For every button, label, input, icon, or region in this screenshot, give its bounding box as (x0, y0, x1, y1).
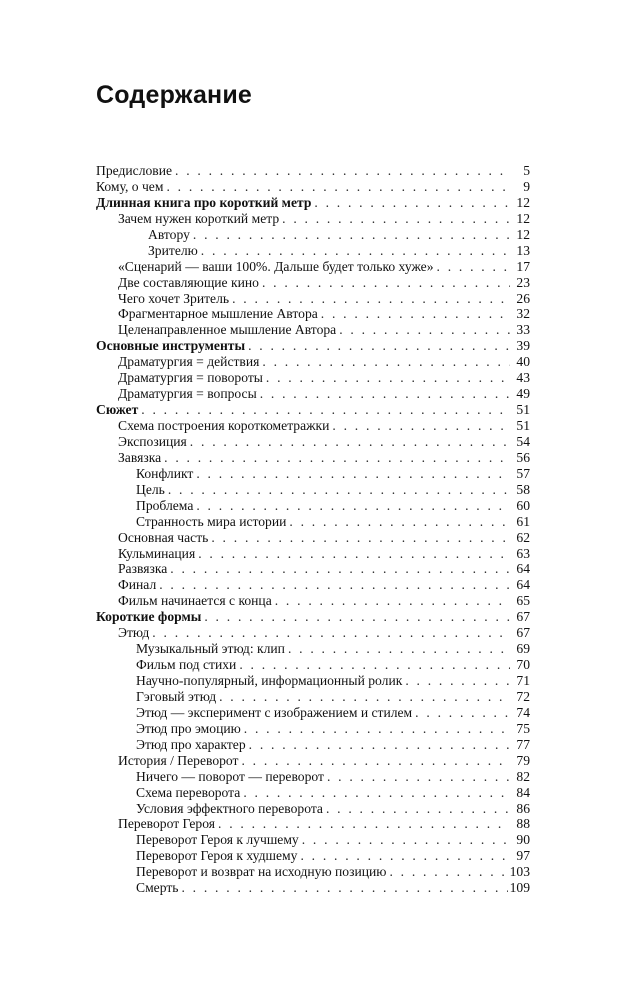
toc-entry (96, 737, 530, 753)
toc-entry (96, 259, 530, 275)
toc-entry-label: Чего хочет Зритель (118, 290, 230, 306)
toc-entry-page-number: 12 (516, 226, 530, 242)
toc-entry (96, 689, 530, 705)
toc-entry-page-number: 17 (516, 258, 530, 274)
toc-dot-leader (262, 354, 510, 370)
toc-entry (96, 705, 530, 721)
toc-dot-leader (332, 418, 510, 434)
toc-entry-page-number: 33 (516, 322, 530, 338)
toc-entry-label: Кульминация (118, 545, 196, 561)
toc-entry (96, 322, 530, 338)
toc-dot-leader (262, 275, 510, 291)
toc-entry (96, 561, 530, 577)
toc-dot-leader (232, 291, 510, 307)
toc-entry (96, 291, 530, 307)
toc-entry-page-number: 79 (516, 752, 530, 768)
toc-entry (96, 816, 530, 832)
toc-entry (96, 386, 530, 402)
toc-dot-leader (389, 864, 507, 880)
toc-entry-label: Кому, о чем (96, 178, 164, 194)
toc-dot-leader (218, 816, 510, 832)
toc-entry (96, 338, 530, 354)
toc-entry-label: Целенаправленное мышление Автора (118, 322, 337, 338)
toc-entry-label: Научно-популярный, информационный ролик (136, 673, 403, 688)
toc-entry (96, 450, 530, 466)
toc-entry-label: Этюд про характер (136, 736, 246, 752)
toc-entry-label: Конфликт (136, 465, 194, 481)
toc-dot-leader (164, 450, 510, 466)
toc-entry-page-number: 12 (516, 194, 530, 210)
toc-entry-label: Странность мира истории (136, 513, 287, 529)
toc-dot-leader (198, 546, 510, 562)
toc-entry-page-number: 26 (516, 290, 530, 306)
toc-dot-leader (170, 561, 510, 577)
toc-entry-label: Гэговый этюд (136, 688, 217, 704)
toc-dot-leader (327, 769, 510, 785)
toc-entry (96, 370, 530, 386)
toc-entry-label: Развязка (118, 561, 168, 577)
toc-entry (96, 721, 530, 737)
toc-dot-leader (339, 322, 510, 338)
toc-entry-label: Условия эффектного переворота (136, 800, 323, 816)
toc-entry (96, 577, 530, 593)
toc-entry-page-number: 51 (516, 418, 530, 433)
toc-dot-leader (204, 609, 510, 625)
toc-entry-page-number: 58 (516, 481, 530, 497)
toc-entry-label: Драматургия = действия (118, 354, 260, 370)
toc-entry-page-number: 43 (516, 370, 530, 386)
toc-dot-leader (282, 211, 510, 227)
toc-dot-leader (241, 753, 510, 769)
toc-entry-page-number: 13 (516, 242, 530, 258)
toc-entry-page-number: 63 (516, 545, 530, 561)
toc-entry-page-number: 32 (516, 306, 530, 322)
toc-dot-leader (201, 243, 510, 259)
toc-entry (96, 418, 530, 434)
toc-entry (96, 625, 530, 641)
toc-entry-page-number: 74 (516, 704, 530, 720)
toc-entry-label: Схема переворота (136, 784, 241, 800)
toc-entry (96, 514, 530, 530)
toc-entry-page-number: 109 (509, 880, 530, 896)
toc-entry-page-number: 5 (523, 163, 530, 178)
toc-entry-page-number: 67 (516, 609, 530, 625)
toc-dot-leader (314, 195, 510, 211)
toc-entry (96, 275, 530, 291)
table-of-contents (96, 163, 530, 896)
toc-entry (96, 434, 530, 450)
toc-entry (96, 466, 530, 482)
toc-entry-page-number: 72 (516, 688, 530, 704)
toc-entry (96, 609, 530, 625)
toc-entry-label: Основные инструменты (96, 338, 246, 354)
toc-entry-page-number: 57 (516, 465, 530, 481)
toc-entry-label: Экспозиция (118, 433, 187, 449)
toc-dot-leader (326, 801, 510, 817)
toc-dot-leader (437, 259, 511, 275)
toc-dot-leader (141, 402, 510, 418)
toc-dot-leader (275, 593, 510, 609)
toc-entry-page-number: 69 (516, 641, 530, 657)
toc-entry (96, 657, 530, 673)
toc-entry-page-number: 9 (523, 178, 530, 194)
toc-entry (96, 530, 530, 546)
toc-dot-leader (175, 163, 510, 179)
toc-entry-page-number: 77 (516, 736, 530, 752)
toc-entry-page-number: 88 (516, 816, 530, 832)
toc-entry-label: Финал (118, 577, 157, 593)
toc-entry-label: Предисловие (96, 163, 173, 178)
toc-entry-page-number: 40 (516, 354, 530, 370)
toc-dot-leader (321, 306, 510, 322)
toc-entry (96, 785, 530, 801)
toc-entry-label: Схема построения короткометражки (118, 418, 330, 433)
toc-dot-leader (248, 338, 510, 354)
toc-entry-page-number: 75 (516, 720, 530, 736)
toc-entry-label: Переворот Героя к лучшему (136, 832, 299, 848)
toc-entry-page-number: 62 (516, 529, 530, 545)
toc-entry (96, 593, 530, 609)
toc-entry-label: История / Переворот (118, 752, 239, 768)
toc-entry-label: Основная часть (118, 529, 209, 545)
toc-entry (96, 482, 530, 498)
toc-entry-page-number: 23 (516, 274, 530, 290)
toc-dot-leader (196, 466, 510, 482)
toc-entry-page-number: 51 (516, 402, 530, 418)
toc-entry-page-number: 61 (516, 513, 530, 529)
toc-entry (96, 848, 530, 864)
toc-dot-leader (166, 179, 510, 195)
toc-entry-label: Переворот Героя (118, 816, 216, 832)
toc-entry-label: Зрителю (148, 242, 198, 258)
toc-dot-leader (288, 641, 510, 657)
toc-entry-label: Цель (136, 481, 165, 497)
toc-entry-page-number: 64 (516, 561, 530, 577)
toc-dot-leader (190, 434, 510, 450)
toc-dot-leader (159, 577, 510, 593)
toc-entry (96, 753, 530, 769)
toc-dot-leader (243, 785, 510, 801)
toc-entry (96, 769, 530, 785)
toc-dot-leader (211, 530, 510, 546)
toc-dot-leader (181, 880, 507, 896)
toc-entry (96, 195, 530, 211)
toc-entry (96, 306, 530, 322)
toc-entry-label: Этюд — эксперимент с изображением и стилем (136, 704, 413, 720)
toc-entry-page-number: 49 (516, 386, 530, 402)
toc-entry-page-number: 103 (509, 864, 530, 880)
toc-dot-leader (219, 689, 510, 705)
toc-entry-page-number: 90 (516, 832, 530, 848)
toc-entry-label: Длинная книга про короткий метр (96, 194, 312, 210)
toc-entry-page-number: 71 (516, 673, 530, 688)
toc-entry-label: Сюжет (96, 402, 139, 418)
toc-entry (96, 354, 530, 370)
toc-entry (96, 179, 530, 195)
toc-entry-label: Проблема (136, 497, 194, 513)
toc-entry (96, 227, 530, 243)
toc-entry-page-number: 86 (516, 800, 530, 816)
toc-dot-leader (193, 227, 510, 243)
toc-entry-label: Фрагментарное мышление Автора (118, 306, 318, 322)
toc-dot-leader (300, 848, 510, 864)
toc-entry-label: Этюд про эмоцию (136, 720, 241, 736)
toc-entry (96, 832, 530, 848)
toc-entry-page-number: 97 (516, 848, 530, 864)
toc-entry-label: Завязка (118, 449, 162, 465)
toc-entry-label: Переворот Героя к худшему (136, 848, 298, 864)
toc-entry-label: «Сценарий — ваши 100%. Дальше будет только хуже» (118, 258, 434, 274)
toc-entry-page-number: 67 (516, 625, 530, 641)
toc-entry-label: Ничего — поворот — переворот (136, 768, 324, 784)
toc-entry-page-number: 60 (516, 497, 530, 513)
toc-entry (96, 498, 530, 514)
toc-entry-label: Этюд (118, 625, 150, 641)
toc-entry-page-number: 39 (516, 338, 530, 354)
toc-entry-label: Музыкальный этюд: клип (136, 641, 285, 657)
toc-entry-label: Короткие формы (96, 609, 202, 625)
toc-entry-label: Зачем нужен короткий метр (118, 210, 280, 226)
toc-entry (96, 546, 530, 562)
page-title: Содержание (96, 81, 253, 109)
toc-entry (96, 243, 530, 259)
toc-entry (96, 641, 530, 657)
toc-entry (96, 864, 530, 880)
toc-entry-label: Фильм под стихи (136, 657, 237, 673)
toc-entry (96, 211, 530, 227)
toc-dot-leader (266, 370, 510, 386)
toc-entry-page-number: 64 (516, 577, 530, 593)
toc-dot-leader (239, 657, 510, 673)
toc-entry-page-number: 54 (516, 433, 530, 449)
toc-entry-page-number: 84 (516, 784, 530, 800)
toc-entry-label: Переворот и возврат на исходную позицию (136, 864, 387, 880)
toc-entry-page-number: 12 (516, 210, 530, 226)
toc-entry (96, 673, 530, 689)
toc-entry-page-number: 70 (516, 657, 530, 673)
toc-dot-leader (249, 737, 510, 753)
toc-dot-leader (168, 482, 510, 498)
toc-entry-page-number: 65 (516, 593, 530, 609)
toc-entry-page-number: 82 (516, 768, 530, 784)
toc-dot-leader (152, 625, 510, 641)
toc-entry (96, 880, 530, 896)
toc-entry (96, 163, 530, 179)
toc-entry-label: Драматургия = повороты (118, 370, 263, 386)
toc-entry (96, 402, 530, 418)
toc-entry (96, 801, 530, 817)
toc-entry-label: Автору (148, 226, 190, 242)
toc-dot-leader (260, 386, 510, 402)
toc-dot-leader (415, 705, 510, 721)
toc-dot-leader (244, 721, 510, 737)
toc-entry-label: Фильм начинается с конца (118, 593, 272, 609)
toc-entry-page-number: 56 (516, 449, 530, 465)
toc-entry-label: Две составляющие кино (118, 274, 259, 290)
toc-dot-leader (196, 498, 510, 514)
toc-dot-leader (289, 514, 510, 530)
toc-dot-leader (302, 832, 510, 848)
toc-entry-label: Смерть (136, 880, 179, 896)
toc-dot-leader (405, 673, 510, 689)
toc-entry-label: Драматургия = вопросы (118, 386, 257, 402)
